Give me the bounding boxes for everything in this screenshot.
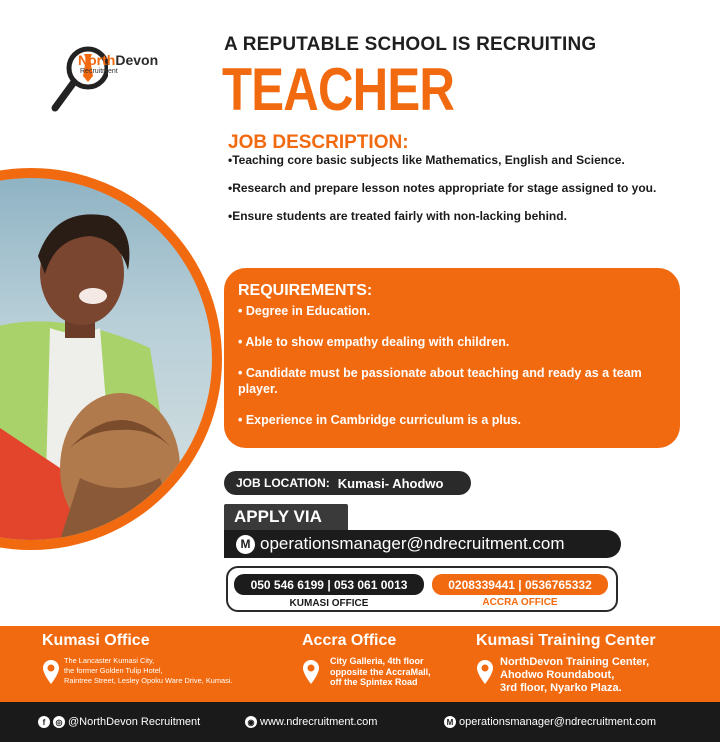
requirement-item: • Experience in Cambridge curriculum is a plus. — [238, 413, 521, 427]
teacher-photo — [0, 178, 212, 540]
footer-email[interactable] — [444, 716, 656, 728]
address-line: Raintree Street, Lesley Opoku Ware Drive, Kumasi. — [64, 676, 233, 685]
address-line: off the Spintex Road — [330, 677, 418, 687]
mail-icon: M — [236, 535, 255, 554]
job-location-label: JOB LOCATION: — [236, 476, 330, 490]
office-kumasi — [42, 632, 233, 685]
address-line: 3rd floor, Nyarko Plaza. — [500, 682, 622, 694]
address-line: The Lancaster Kumasi City, — [64, 656, 155, 665]
footer — [0, 702, 720, 742]
location-pin-icon — [42, 659, 60, 685]
apply-email-text[interactable]: operationsmanager@ndrecruitment.com — [260, 534, 565, 553]
accra-phone[interactable]: 0208339441 | 0536765332 — [432, 574, 608, 595]
headline: A REPUTABLE SCHOOL IS RECRUITING — [224, 34, 597, 55]
brand-north: North — [78, 52, 116, 68]
offices-band — [0, 626, 720, 702]
globe-icon: ◉ — [245, 716, 257, 728]
brand-devon: Devon — [115, 52, 159, 68]
brand-name — [78, 52, 158, 68]
location-pin-icon — [302, 659, 320, 685]
job-title: TEACHER — [222, 56, 455, 123]
job-description-list — [228, 153, 683, 237]
office-address — [64, 656, 233, 686]
address-line: Ahodwo Roundabout, — [500, 669, 615, 681]
requirement-item: • Candidate must be passionate about teaching and ready as a team player. — [238, 366, 642, 396]
office-accra — [302, 632, 431, 687]
job-location-value: Kumasi- Ahodwo — [337, 475, 444, 491]
requirement-item: • Able to show empathy dealing with children. — [238, 335, 510, 349]
apply-email[interactable] — [224, 530, 621, 558]
office-title: Kumasi Office — [42, 632, 150, 649]
address-line: opposite the AccraMall, — [330, 666, 431, 677]
job-location — [224, 471, 471, 495]
location-pin-icon — [476, 659, 494, 685]
address-line: NorthDevon Training Center, — [500, 656, 650, 668]
footer-social[interactable] — [38, 716, 200, 728]
address-line: the former Golden Tulip Hotel, — [64, 666, 163, 675]
kumasi-office-label: KUMASI OFFICE — [289, 598, 369, 609]
footer-website[interactable] — [245, 716, 377, 728]
job-description-item: •Teaching core basic subjects like Mathematics, English and Science. — [228, 153, 625, 167]
requirement-item: • Degree in Education. — [238, 304, 371, 318]
accra-office-label: ACCRA OFFICE — [482, 597, 558, 608]
footer-social-text[interactable]: @NorthDevon Recruitment — [68, 716, 201, 728]
address-line: City Galleria, 4th floor — [330, 656, 424, 666]
requirements-box — [224, 268, 680, 448]
office-address — [330, 656, 431, 688]
office-address — [500, 656, 649, 695]
kumasi-phone[interactable]: 050 546 6199 | 053 061 0013 — [234, 574, 424, 595]
office-title: Kumasi Training Center — [476, 632, 656, 649]
apply-via-label: APPLY VIA — [224, 504, 348, 530]
requirements-heading: REQUIREMENTS: — [238, 282, 373, 299]
job-description-item: •Research and prepare lesson notes appropriate for stage assigned to you. — [228, 181, 657, 195]
job-description-heading: JOB DESCRIPTION: — [228, 132, 409, 153]
footer-website-text[interactable]: www.ndrecruitment.com — [260, 716, 378, 728]
job-description-item: •Ensure students are treated fairly with non-lacking behind. — [228, 209, 567, 223]
mail-icon: M — [444, 716, 456, 728]
footer-email-text[interactable]: operationsmanager@ndrecruitment.com — [459, 716, 657, 728]
facebook-icon: f — [38, 716, 50, 728]
brand-subtitle: Recruitment — [80, 68, 118, 75]
office-training-center — [476, 632, 656, 694]
instagram-icon: ◎ — [53, 716, 65, 728]
office-title: Accra Office — [302, 632, 397, 649]
